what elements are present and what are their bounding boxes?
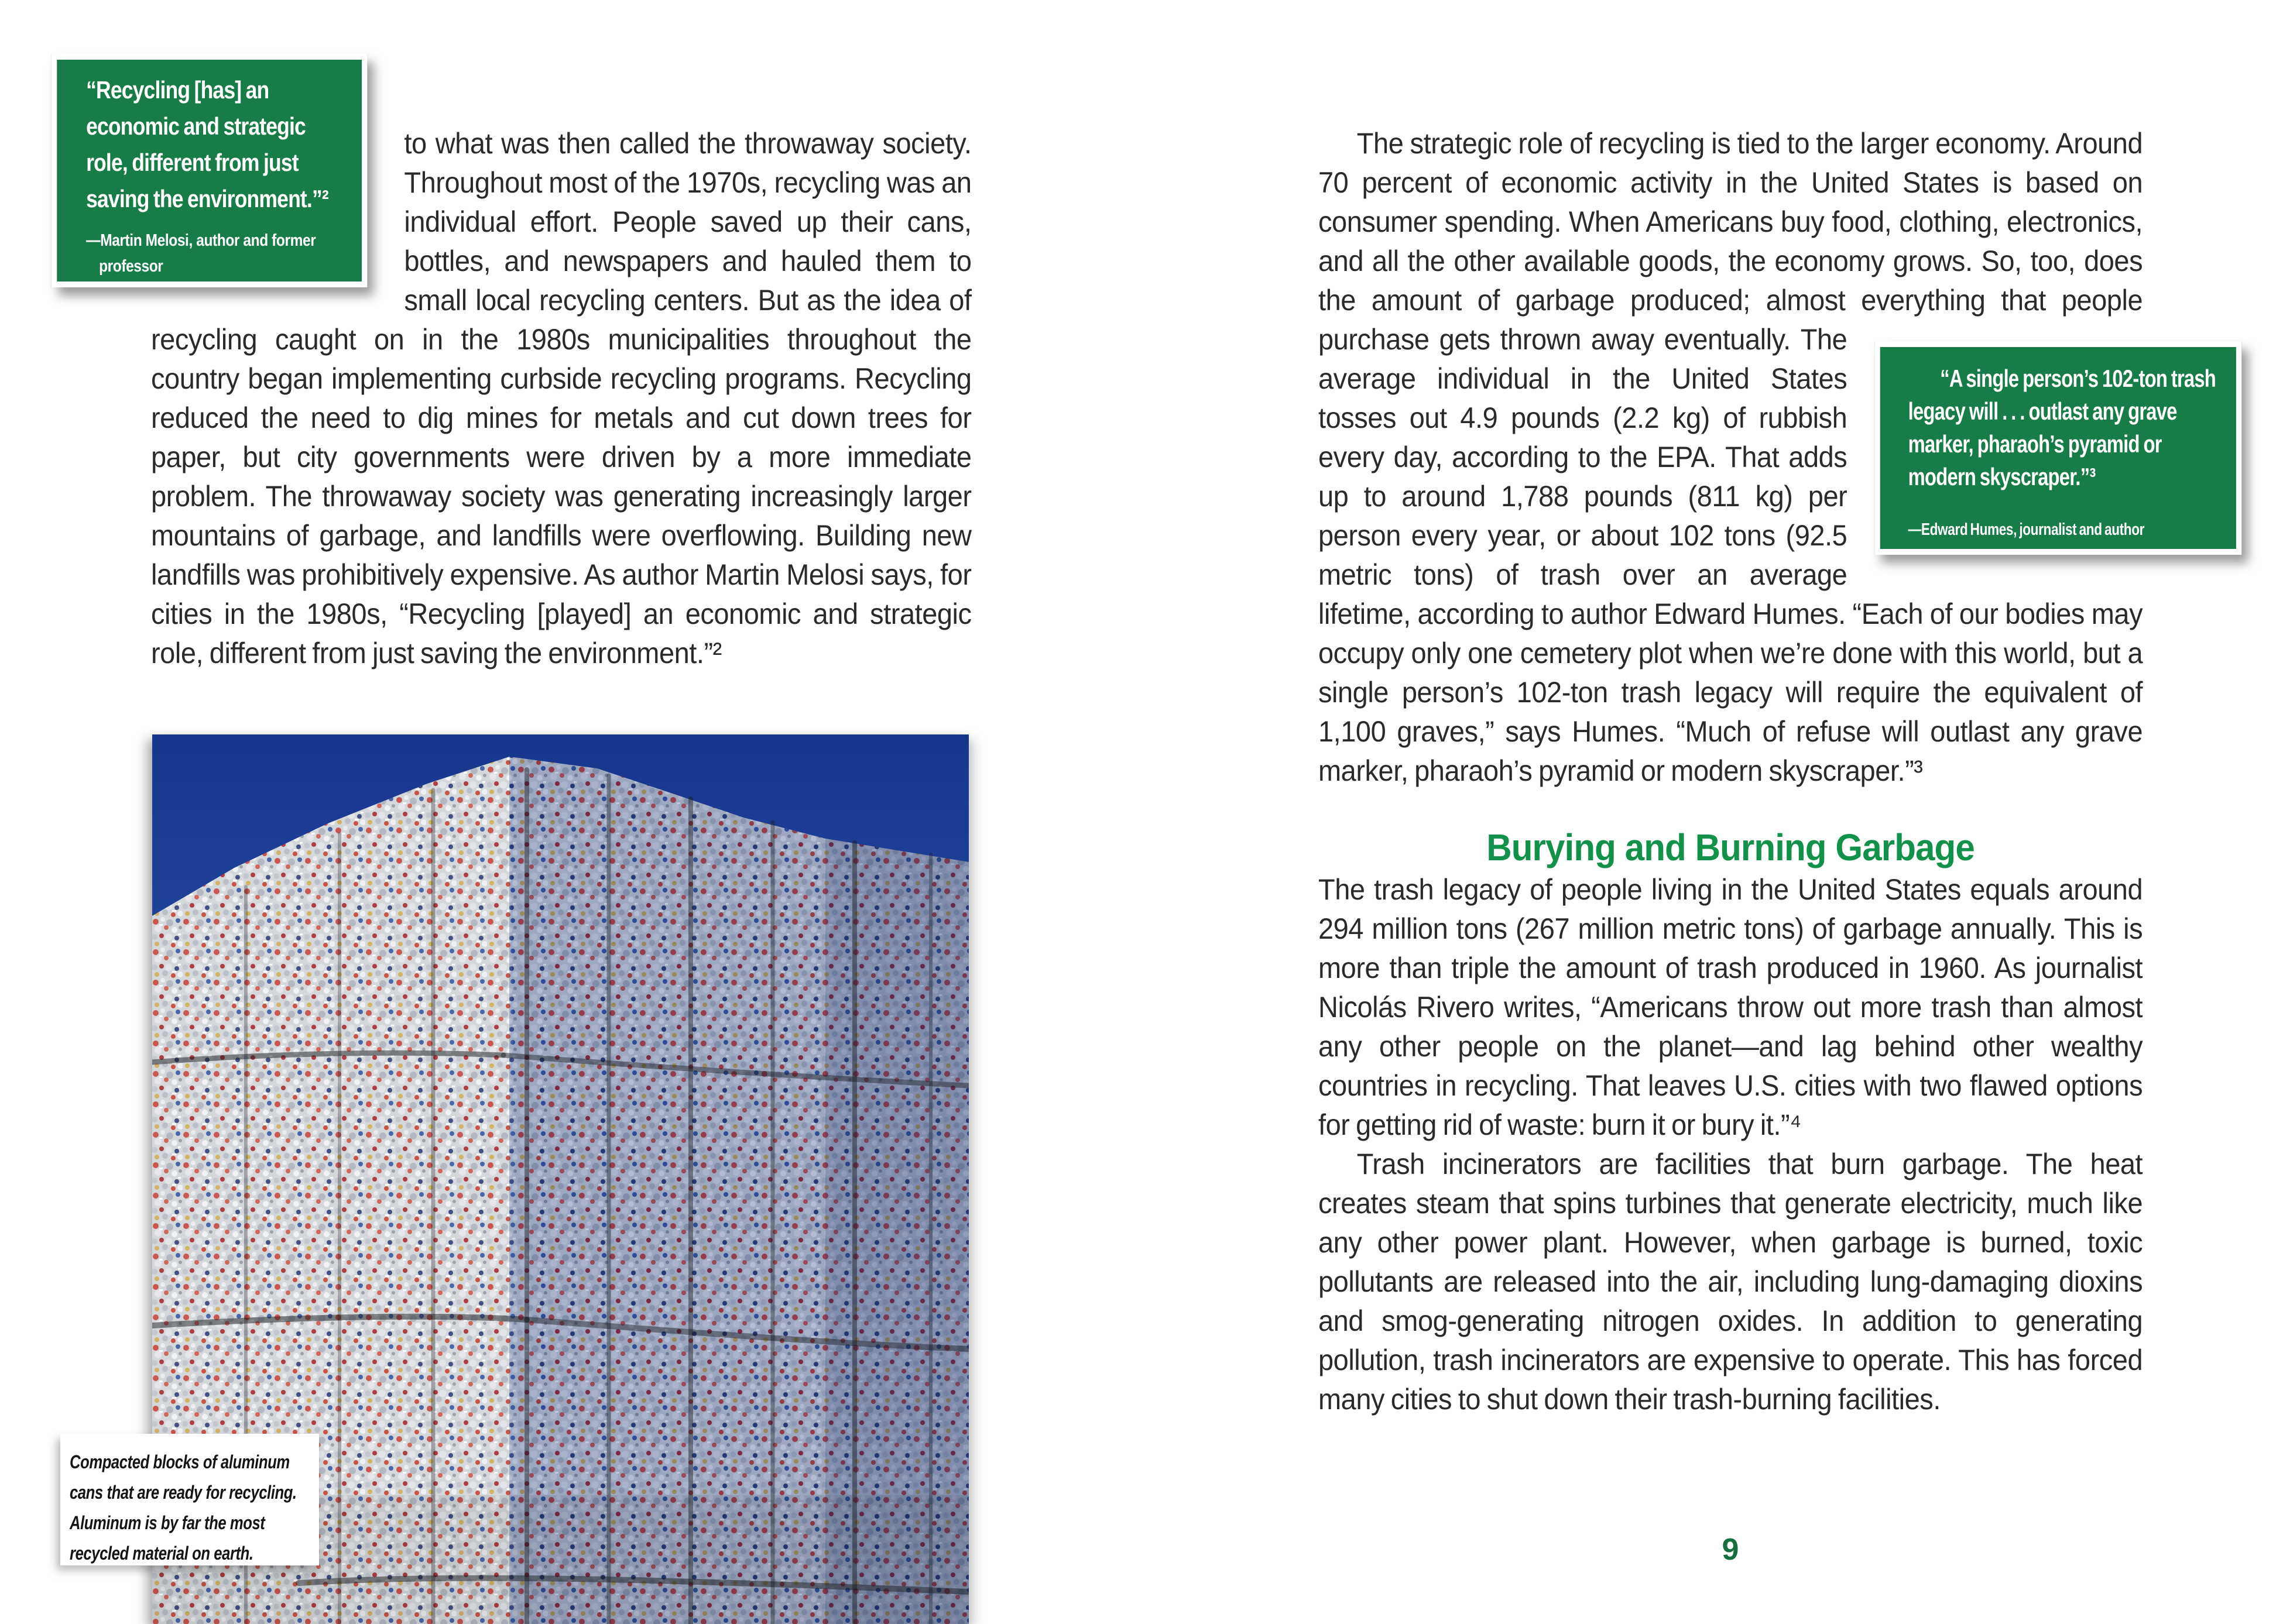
page-number: 9 bbox=[1722, 1533, 1739, 1567]
pull-quote-box-humes bbox=[1874, 341, 2241, 555]
right-quote-float bbox=[1847, 320, 2216, 566]
photo-caption-text: Compacted blocks of aluminum cans that are ready for recycling. Aluminum is by far the most recycled material on earth. bbox=[70, 1451, 297, 1564]
page-right bbox=[1142, 0, 2283, 1624]
left-text-flow bbox=[86, 54, 972, 673]
pull-quote-inner bbox=[1908, 362, 2219, 543]
right-paragraph-wrap: The average individual in the United States tosses out 4.9 pounds (2.2 kg) of rubbish every day, according to the EPA. That adds up to around 1,788 pounds (811 kg) per person every year, or about 102 tons (92.5 metric tons) of trash over an average lifetime, according to author Edward Humes. “Each of our bodies may occupy only one cemetery plot when we’re done with this world, but a single person’s 102-ton trash legacy will require the equivalent of 1,100 graves,” says Humes. “Much of refuse will outlast any grave marker, pharaoh’s pyramid or modern skyscraper.”³ bbox=[1318, 323, 2143, 787]
left-body-paragraph: to what was then called the throwaway society. Throughout most of the 1970s, recycling was an individual effort. People saved up their cans, bottles, and newspapers and hauled them to small local recycling centers. But as the idea of recycling caught on in the 1980s municipalities throughout the country began implementing curbside recycling programs. Recycling reduced the need to dig mines for metals and cut down trees for paper, but city governments were driven by a more immediate problem. The throwaway society was generating increasingly larger mountains of garbage, and landfills were overflowing. Building new landfills was prohibitively expensive. As author Martin Melosi says, for cities in the 1980s, “Recycling [played] an economic and strategic role, different from just saving the environment.”² bbox=[151, 127, 972, 669]
pull-quote-attribution: —Edward Humes, journalist and author bbox=[1908, 520, 2145, 539]
pull-quote-text: “Recycling [has] an economic and strategic role, different from just saving the environment.”² bbox=[86, 76, 328, 212]
pull-quote-text: “A single person’s 102-ton trash legacy will . . . outlast any grave marker, pharaoh’s pyramid or modern skyscraper.”³ bbox=[1908, 365, 2216, 490]
right-paragraph-lead: The strategic role of recycling is tied to the larger economy. Around 70 percent of economic activity in the United States is based on consumer spending. When Americans buy food, clothing, electronics, and all the other available goods, the economy grows. So, too, does the amount of garbage produced; almost everything that people purchase gets thrown away eventually. bbox=[1318, 127, 2143, 356]
right-text-flow bbox=[1318, 85, 2216, 1419]
right-body-paragraph-1 bbox=[1318, 85, 2216, 791]
right-body-paragraph-3: Trash incinerators are facilities that burn garbage. The heat creates steam that spins turbines that generate electricity, much like any other power plant. However, when garbage is burned, toxic pollutants are released into the air, including lung-damaging dioxins and smog-generating nitrogen oxides. In addition to generating pollution, trash incinerators are expensive to operate. This has forced many cities to shut down their trash-burning facilities. bbox=[1318, 1148, 2143, 1416]
left-quote-float bbox=[86, 54, 404, 291]
photo-caption-box bbox=[60, 1434, 319, 1565]
pull-quote-box-melosi bbox=[52, 54, 368, 287]
section-heading: Burying and Burning Garbage bbox=[1486, 826, 1975, 868]
pull-quote-attribution: —Martin Melosi, author and former professor bbox=[86, 231, 316, 276]
pull-quote-inner bbox=[86, 72, 345, 279]
right-body-paragraph-2: The trash legacy of people living in the United States equals around 294 million tons (267 million metric tons) of garbage annually. This is more than triple the amount of trash produced in 1960. As journalist Nicolás Rivero writes, “Americans throw out more trash than almost any other people on the planet—and lag behind other wealthy countries in recycling. That leaves U.S. cities with two flawed options for getting rid of waste: burn it or bury it.”⁴ bbox=[1318, 873, 2143, 1141]
